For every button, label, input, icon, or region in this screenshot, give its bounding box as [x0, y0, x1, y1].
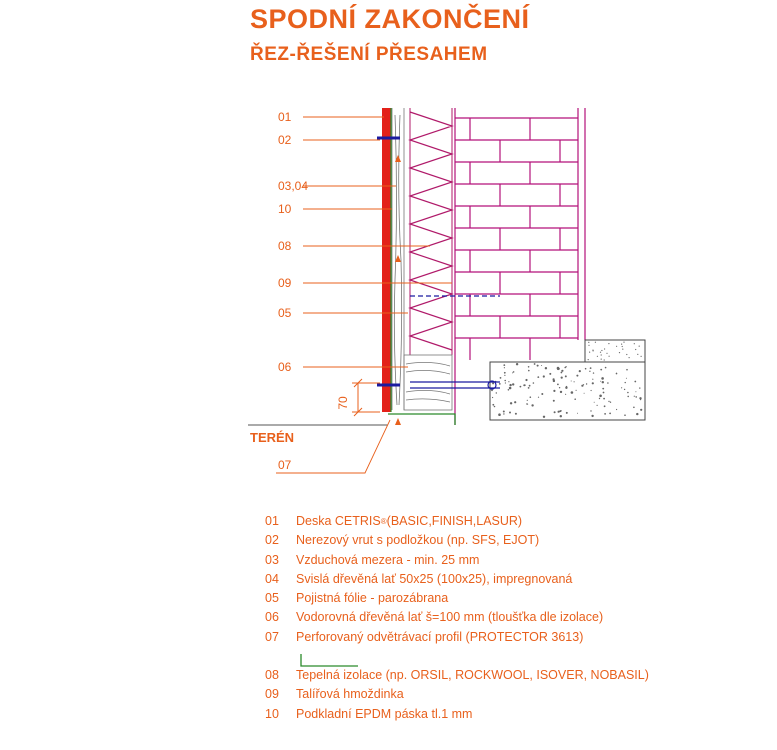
thermal-insulation — [410, 108, 452, 355]
dimension-70 — [352, 379, 380, 416]
legend-item: 04 Svislá dřevěná lať 50x25 (100x25), impregnovaná — [265, 571, 573, 586]
legend-item: 09 Talířová hmoždinka — [265, 687, 404, 702]
callout-07: 07 — [278, 458, 292, 472]
terrain-label: TERÉN — [250, 430, 295, 445]
legend — [265, 512, 649, 724]
legend-item: 05 Pojistná fólie - parozábrana — [265, 591, 449, 606]
cetris-board — [382, 108, 391, 412]
callout-03-04: 03,04 — [278, 179, 309, 193]
callout-02: 02 — [278, 133, 292, 147]
callout-10: 10 — [278, 202, 292, 216]
legend-item: 10 Podkladní EPDM páska tl.1 mm — [265, 706, 473, 721]
callout-05: 05 — [278, 306, 292, 320]
legend-item: 07 Perforovaný odvětrávací profil (PROTECTOR 3613) — [265, 629, 584, 644]
legend-item: 02 Nerezový vrut s podložkou (np. SFS, EJOT) — [265, 533, 540, 548]
profile-legend-icon — [300, 654, 360, 668]
callout-01: 01 — [278, 110, 292, 124]
page-title: SPODNÍ ZAKONČENÍ — [250, 4, 530, 34]
legend-item: 03 Vzduchová mezera - min. 25 mm — [265, 552, 480, 567]
callout-09: 09 — [278, 276, 292, 290]
legend-item: 08 Tepelná izolace (np. ORSIL, ROCKWOOL, ISOVER, NOBASIL) — [265, 668, 649, 683]
callout-06: 06 — [278, 360, 292, 374]
legend-item: 06 Vodorovná dřevěná lať š=100 mm (tloušťka dle izolace) — [265, 610, 604, 625]
page-subtitle: ŘEZ-ŘEŠENÍ PŘESAHEM — [250, 44, 488, 65]
concrete-base — [490, 340, 645, 420]
legend-item: 01 Deska CETRIS ® (BASIC,FINISH,LASUR) — [265, 514, 523, 528]
dimension-label: 70 — [336, 396, 350, 410]
callout-08: 08 — [278, 239, 292, 253]
